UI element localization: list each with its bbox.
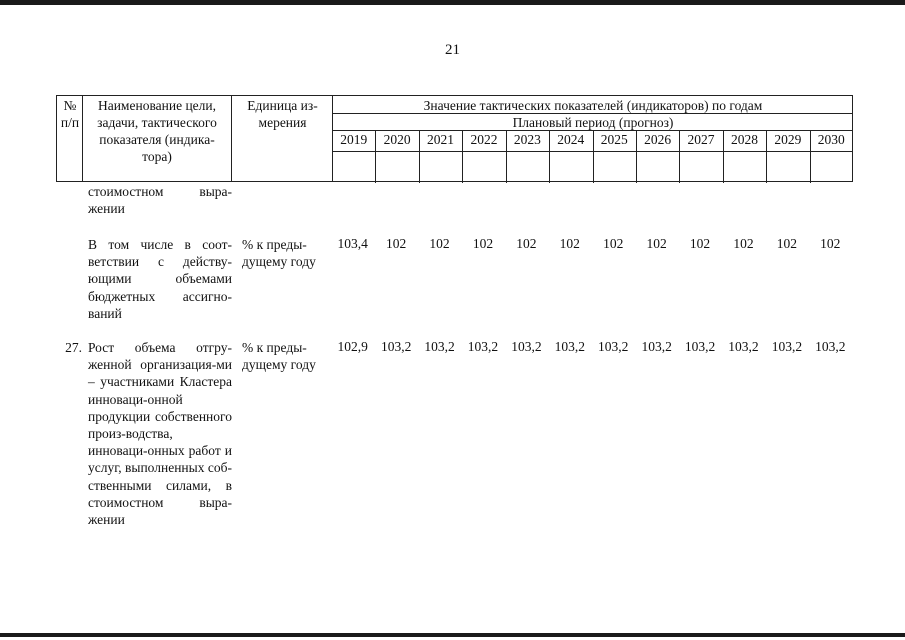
value-cell: 102 (429, 236, 450, 251)
year-2019: 2019 (340, 132, 368, 147)
year-2029: 2029 (774, 132, 802, 147)
value-cell: 102 (559, 236, 580, 251)
value-cell: 103,2 (511, 339, 542, 354)
year-2028: 2028 (730, 132, 758, 147)
row-subindicator-unit: % к преды-дущему году (242, 237, 316, 270)
top-border (0, 0, 905, 5)
divider (810, 130, 811, 183)
value-cell: 103,2 (771, 339, 803, 354)
divider (231, 96, 232, 181)
value-cell: 103,2 (424, 339, 455, 354)
year-2025: 2025 (600, 132, 628, 147)
year-2021: 2021 (427, 132, 455, 147)
year-2023: 2023 (513, 132, 541, 147)
divider (766, 130, 767, 183)
year-2020: 2020 (383, 132, 411, 147)
value-cell: 103,4 (337, 236, 368, 251)
value-cell: 103,2 (641, 339, 672, 354)
divider (593, 130, 594, 183)
row-number: 27. (65, 340, 82, 355)
row-27-name: Рост объема отгру-женной организация-ми – участниками Кластера инноваци-онной продукции собственного произ-водства, инноваци-онных работ и услуг, выполненных соб-ственными силами, в стоимостном выра-жении (88, 340, 232, 528)
divider (549, 130, 550, 183)
year-2027: 2027 (687, 132, 715, 147)
row-27-unit: % к преды-дущему году (242, 340, 316, 373)
value-cell: 103,2 (467, 339, 499, 354)
value-cell: 102 (776, 236, 797, 251)
header-num: № п/п (60, 98, 80, 130)
table-header (56, 95, 853, 182)
header-unit: Единица из-мерения (247, 98, 318, 130)
divider (636, 130, 637, 183)
value-cell: 103,2 (554, 339, 585, 354)
value-cell: 102 (646, 236, 667, 251)
divider (506, 130, 507, 183)
divider (679, 130, 680, 183)
divider (419, 130, 420, 183)
value-cell: 102 (603, 236, 624, 251)
year-2022: 2022 (470, 132, 498, 147)
row-continuation-name: стоимостном выра-жении (88, 184, 232, 217)
value-cell: 102 (820, 236, 841, 251)
value-cell: 103,2 (728, 339, 759, 354)
row-subindicator-name: В том числе в соот-ветствии с действу-ющими объемами бюджетных ассигно-ваний (88, 237, 232, 321)
divider (723, 130, 724, 183)
year-2026: 2026 (644, 132, 672, 147)
value-cell: 103,2 (380, 339, 412, 354)
divider (462, 130, 463, 183)
page-number: 21 (445, 42, 460, 58)
header-values: Значение тактических показателей (индикаторов) по годам (423, 98, 763, 113)
header-period: Плановый период (прогноз) (512, 115, 674, 130)
value-cell: 102 (472, 236, 494, 251)
value-cell: 102 (733, 236, 754, 251)
divider (375, 130, 376, 183)
value-cell: 102 (689, 236, 711, 251)
year-2030: 2030 (817, 132, 845, 147)
year-2024: 2024 (557, 132, 585, 147)
bottom-border (0, 633, 905, 637)
value-cell: 103,2 (815, 339, 846, 354)
divider (82, 96, 83, 181)
value-cell: 102 (386, 236, 407, 251)
header-name: Наименование цели, задачи, тактического показателя (индика-тора) (97, 98, 217, 164)
value-cell: 102 (516, 236, 537, 251)
value-cell: 103,2 (684, 339, 716, 354)
value-cell: 103,2 (598, 339, 629, 354)
value-cell: 102,9 (337, 339, 368, 354)
